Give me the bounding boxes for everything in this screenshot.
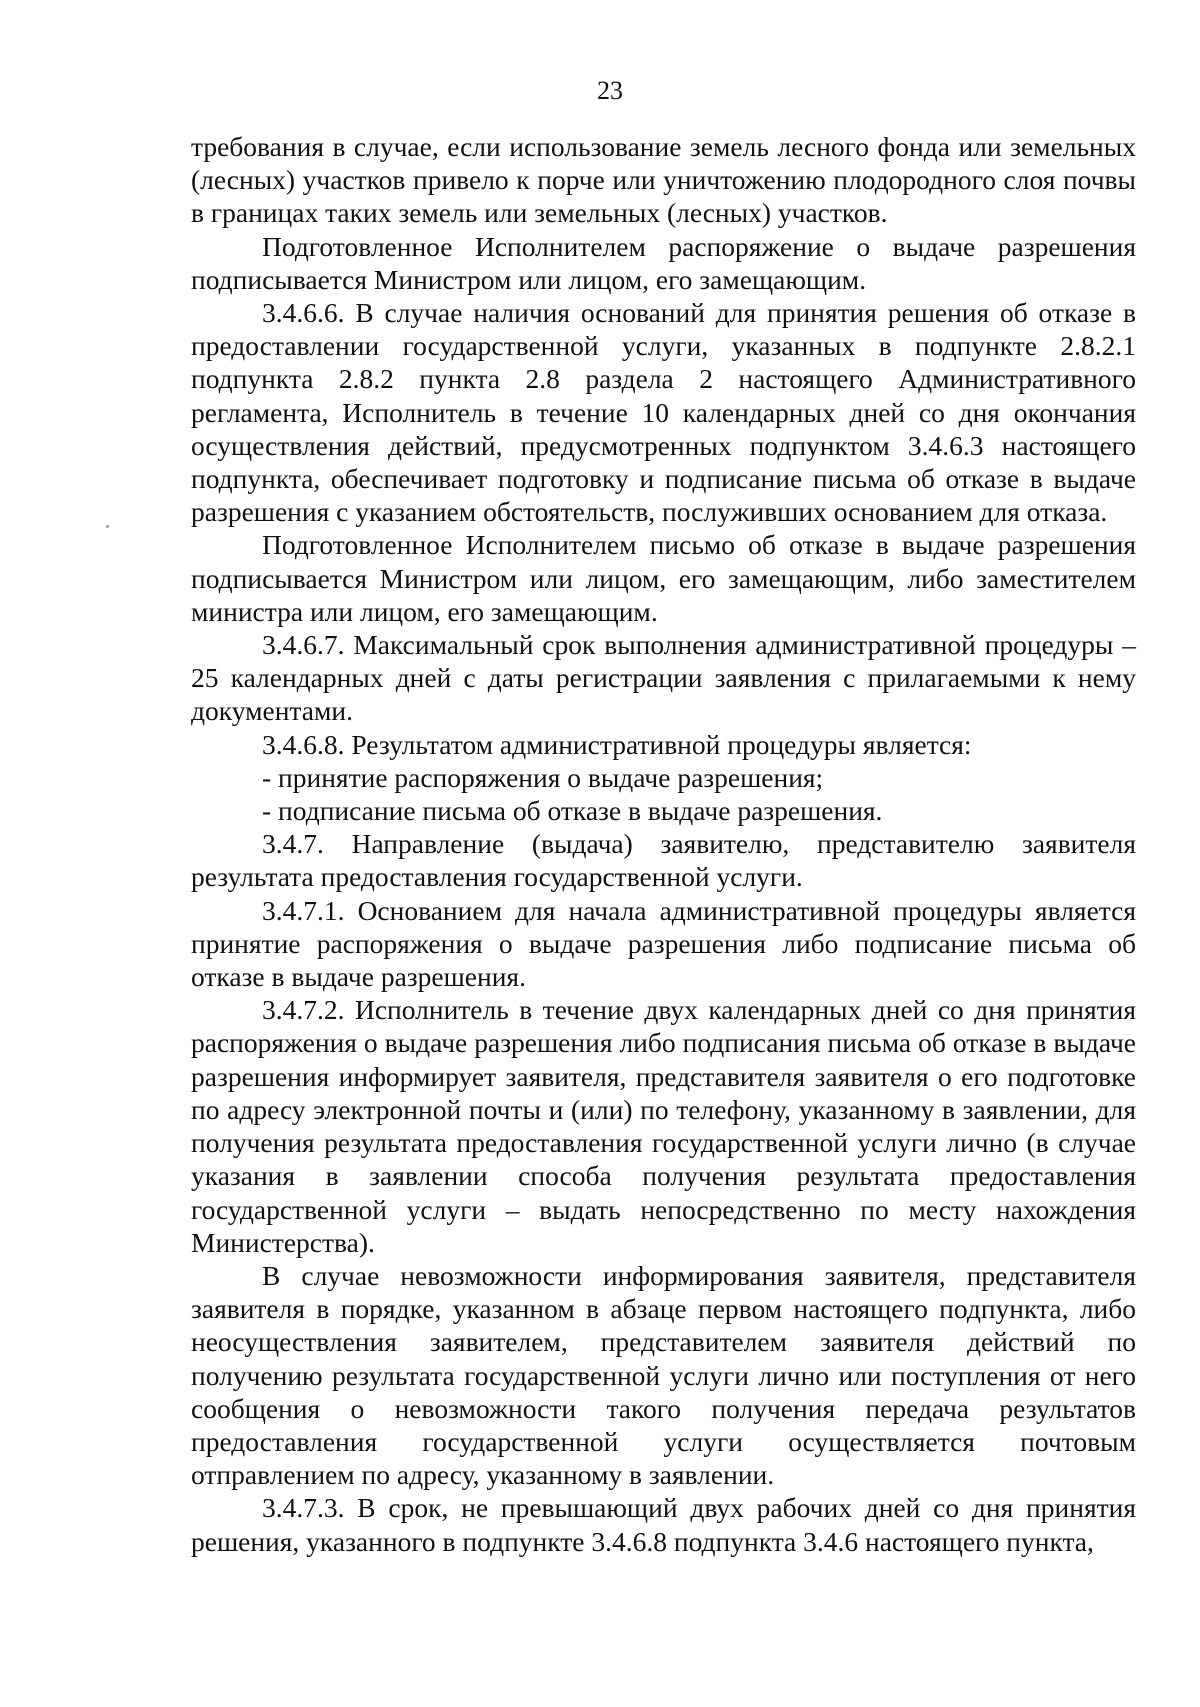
page-number: 23 (597, 76, 623, 105)
paragraph-refusal-letter-signing: Подготовленное Исполнителем письмо об отказе в выдаче разрешения подписывается Министром или лицом, его замещающим, либо заместителем министра или лицом, его замещающим. (191, 529, 1136, 627)
paragraph-3-4-7-3: 3.4.7.3. В срок, не превышающий двух рабочих дней со дня принятия решения, указанного в подпункте 3.4.6.8 подпункта 3.4.6 настоящего пункта, (191, 1492, 1136, 1557)
paragraph-3-4-7-1: 3.4.7.1. Основанием для начала административной процедуры является принятие распоряжения о выдаче разрешения либо подписание письма об отказе в выдаче разрешения. (191, 894, 1136, 993)
paragraph-3-4-7-2: 3.4.7.2. Исполнитель в течение двух календарных дней со дня принятия распоряжения о выдаче разрешения либо подписания письма об отказе в выдаче разрешения информирует заявителя, представителя заявителя о его подготовке по адресу электронной почты и (или) по телефону, указанному в заявлении, для получения результата предоставления государственной услуги лично (в случае указания в заявлении способа получения результата предоставления государственной услуги – выдать непосредственно по месту нахождения Министерства). (191, 994, 1136, 1258)
paragraph-3-4-6-6: 3.4.6.6. В случае наличия оснований для принятия решения об отказе в предоставлении государственной услуги, указанных в подпункте 2.8.2.1 подпункта 2.8.2 пункта 2.8 раздела 2 настоящего Административного регламента, Исполнитель в течение 10 календарных дней со дня окончания осуществления действий, предусмотренных подпунктом 3.4.6.3 настоящего подпункта, обеспечивает подготовку и подписание письма об отказе в выдаче разрешения с указанием обстоятельств, послуживших основанием для отказа. (191, 297, 1136, 528)
paragraph-postal-delivery: В случае невозможности информирования заявителя, представителя заявителя в порядке, указанном в абзаце первом настоящего подпункта, либо неосуществления заявителем, представителем заявителя действий по получению результата государственной услуги лично или поступления от него сообщения о невозможности такого получения передача результатов предоставления государственной услуги осуществляется почтовым отправлением по адресу, указанному в заявлении. (191, 1259, 1136, 1491)
paragraph-order-signing: Подготовленное Исполнителем распоряжение о выдаче разрешения подписывается Министром или лицом, его замещающим. (191, 230, 1136, 295)
paragraph-3-4-6-7: 3.4.6.7. Максимальный срок выполнения административной процедуры – 25 календарных дней с даты регистрации заявления с прилагаемыми к нему документами. (191, 629, 1136, 727)
list-item-refusal-letter: - подписание письма об отказе в выдаче разрешения. (262, 795, 883, 827)
paragraph-3-4-6-8: 3.4.6.8. Результатом административной процедуры является: (262, 728, 972, 760)
paragraph-continuation: требования в случае, если использование земель лесного фонда или земельных (лесных) участков привело к порче или уничтожению плодородного слоя почвы в границах таких земель или земельных (лесных) участков. (191, 131, 1136, 229)
scan-speck (106, 525, 109, 528)
list-item-order-adoption: - принятие распоряжения о выдаче разрешения; (262, 761, 824, 793)
document-body (191, 130, 1136, 1558)
paragraph-3-4-7: 3.4.7. Направление (выдача) заявителю, представителю заявителя результата предоставления государственной услуги. (191, 828, 1136, 893)
